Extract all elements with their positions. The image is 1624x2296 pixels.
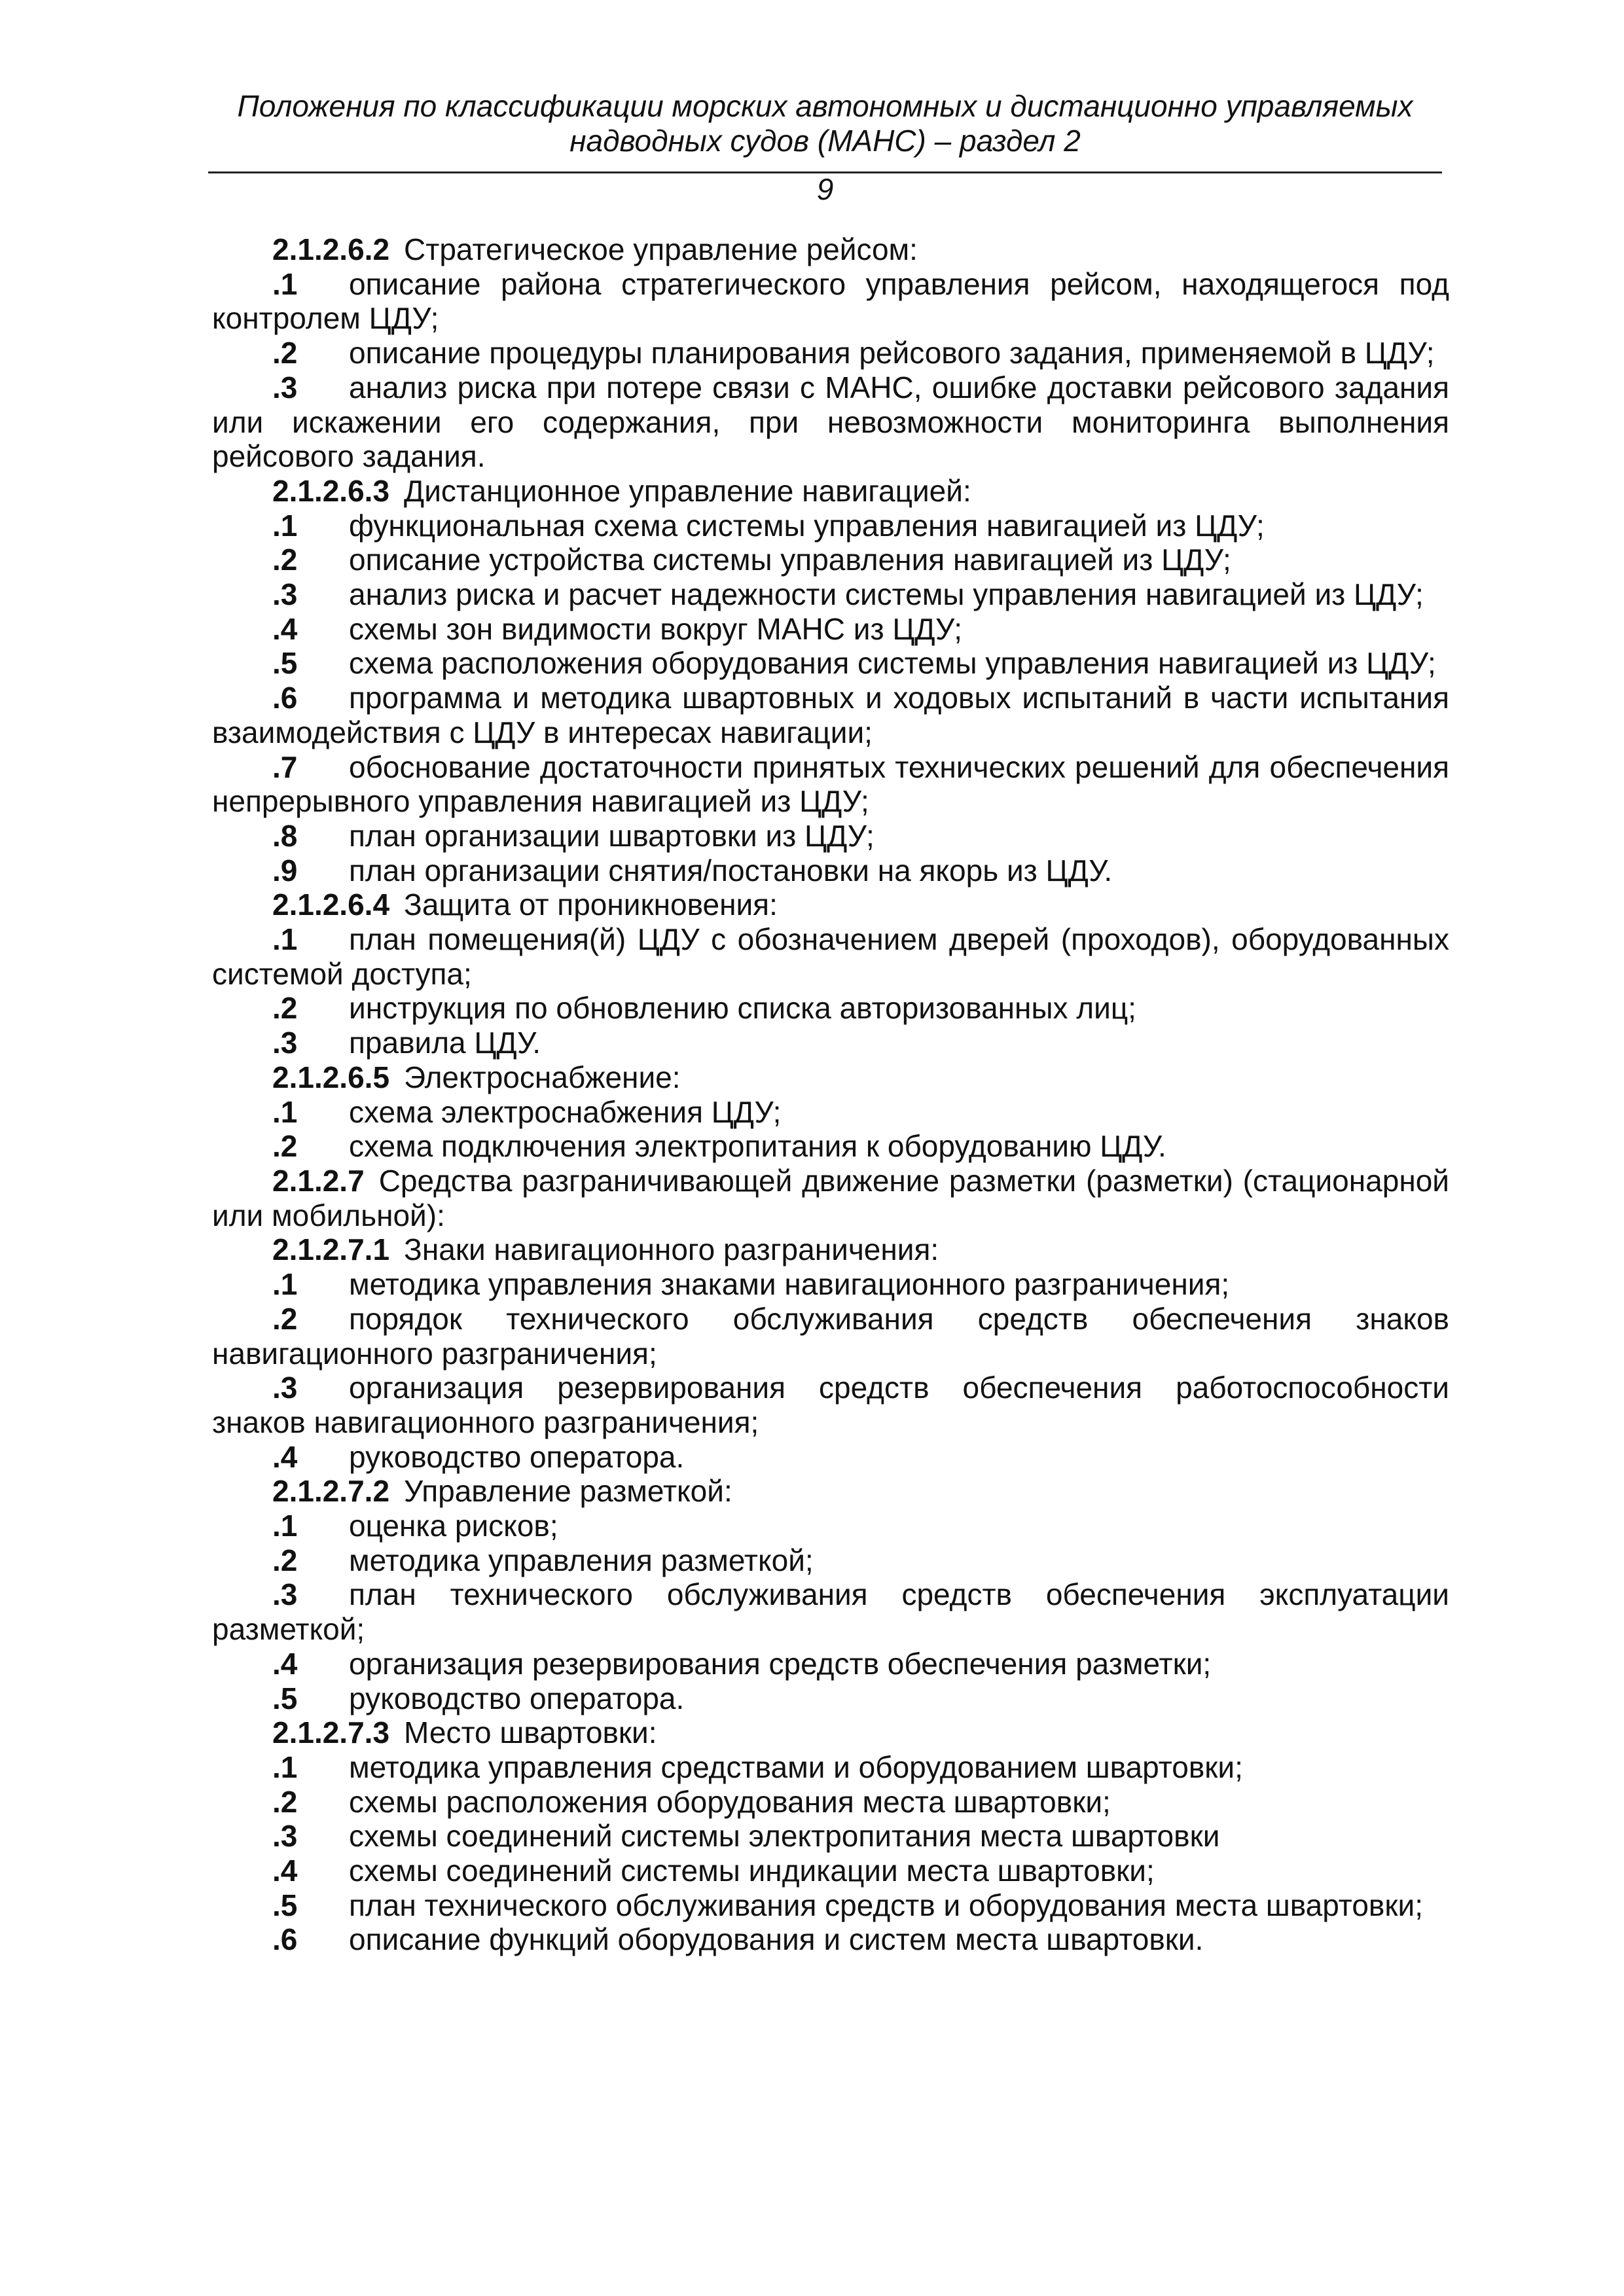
item-text: организация резервирования средств обеспечения разметки; <box>349 1646 1212 1681</box>
item-number: .4 <box>272 1646 298 1681</box>
section-number: 2.1.2.7.2 <box>272 1474 390 1509</box>
list-item <box>212 543 1449 577</box>
section-heading <box>212 1232 1449 1267</box>
list-item <box>212 370 1449 474</box>
item-number: .3 <box>272 1371 298 1405</box>
item-number: .1 <box>272 1267 298 1302</box>
list-item <box>212 267 1449 336</box>
section-number: 2.1.2.6.2 <box>272 232 390 266</box>
item-number: .5 <box>272 1681 298 1715</box>
page-number: 9 <box>816 172 834 206</box>
item-number: .4 <box>272 1854 298 1888</box>
item-text: план технического обслуживания средств и оборудования места швартовки; <box>349 1888 1423 1922</box>
item-text: схема расположения оборудования системы управления навигацией из ЦДУ; <box>349 646 1436 681</box>
list-item <box>212 1785 1449 1820</box>
list-item <box>212 1888 1449 1923</box>
section-title: Стратегическое управление рейсом: <box>404 232 918 266</box>
item-number: .8 <box>272 818 298 853</box>
item-number: .2 <box>272 991 298 1026</box>
section-heading <box>212 1060 1449 1095</box>
item-text: описание процедуры планирования рейсового задания, применяемой в ЦДУ; <box>349 336 1435 370</box>
section-heading <box>212 474 1449 509</box>
item-text: схема подключения электропитания к оборудованию ЦДУ. <box>349 1129 1166 1164</box>
section-number: 2.1.2.7 <box>272 1163 365 1198</box>
item-number: .2 <box>272 1301 298 1336</box>
header-title-line1: Положения по классификации морских автономных и дистанционно управляемых <box>237 89 1413 123</box>
item-text: описание района стратегического управления рейсом, находящегося под контролем ЦДУ; <box>212 266 1449 336</box>
item-text: руководство оператора. <box>349 1439 685 1474</box>
list-item <box>212 336 1449 370</box>
item-text: план технического обслуживания средств обеспечения эксплуатации разметкой; <box>212 1577 1449 1647</box>
item-text: порядок технического обслуживания средств обеспечения знаков навигационного разграничения; <box>212 1301 1449 1371</box>
list-item <box>212 646 1449 681</box>
section-number: 2.1.2.7.1 <box>272 1232 390 1267</box>
item-number: .9 <box>272 853 298 888</box>
item-text: анализ риска при потере связи с МАНС, ошибке доставки рейсового задания или искажении его содержания, при невозможности мониторинга выполнения рейсового задания. <box>212 370 1449 474</box>
list-item <box>212 1647 1449 1681</box>
item-number: .2 <box>272 1784 298 1819</box>
item-number: .3 <box>272 1577 298 1612</box>
item-number: .3 <box>272 370 298 404</box>
item-text: методика управления средствами и оборудованием швартовки; <box>349 1749 1243 1784</box>
list-item <box>212 1854 1449 1888</box>
item-text: методика управления разметкой; <box>349 1543 814 1577</box>
section-number: 2.1.2.6.3 <box>272 473 390 508</box>
list-item <box>212 509 1449 543</box>
item-text: функциональная схема системы управления навигацией из ЦДУ; <box>349 508 1265 543</box>
item-number: .2 <box>272 1129 298 1164</box>
item-number: .2 <box>272 1543 298 1577</box>
item-text: программа и методика швартовных и ходовых испытаний в части испытания взаимодействия с ЦДУ в интересах навигации; <box>212 681 1449 749</box>
item-text: план организации швартовки из ЦДУ; <box>349 818 875 853</box>
list-item <box>212 1267 1449 1302</box>
section-heading <box>212 1474 1449 1509</box>
item-text: план помещения(й) ЦДУ с обозначением дверей (проходов), оборудованных системой доступа; <box>212 922 1449 991</box>
list-item <box>212 1681 1449 1716</box>
item-number: .3 <box>272 1819 298 1854</box>
item-text: схемы зон видимости вокруг МАНС из ЦДУ; <box>349 611 963 646</box>
item-text: правила ЦДУ. <box>349 1026 541 1060</box>
item-text: анализ риска и расчет надежности системы управления навигацией из ЦДУ; <box>349 577 1424 612</box>
item-number: .1 <box>272 1749 298 1784</box>
list-item <box>212 1302 1449 1371</box>
section-number: 2.1.2.6.4 <box>272 888 390 922</box>
list-item <box>212 612 1449 647</box>
list-item <box>212 1543 1449 1578</box>
list-item <box>212 853 1449 888</box>
section-title: Защита от проникновения: <box>404 888 778 922</box>
item-text: схемы расположения оборудования места швартовки; <box>349 1784 1111 1819</box>
item-text: организация резервирования средств обеспечения работоспособности знаков навигационного разграничения; <box>212 1371 1449 1439</box>
section-heading <box>212 1715 1449 1750</box>
item-text: инструкция по обновлению списка авторизованных лиц; <box>349 991 1136 1026</box>
item-number: .3 <box>272 1026 298 1060</box>
list-item <box>212 577 1449 612</box>
list-item <box>212 1129 1449 1164</box>
list-item <box>212 681 1449 749</box>
item-number: .1 <box>272 1509 298 1543</box>
item-number: .7 <box>272 749 298 784</box>
section-title: Место швартовки: <box>404 1715 657 1750</box>
list-item <box>212 1509 1449 1543</box>
item-text: руководство оператора. <box>349 1681 685 1715</box>
item-number: .5 <box>272 1888 298 1922</box>
section-heading <box>212 1164 1449 1232</box>
list-item <box>212 1371 1449 1439</box>
section-title: Средства разграничивающей движение разметки (разметки) (стационарной или мобильной): <box>212 1163 1449 1232</box>
list-item <box>212 1095 1449 1130</box>
section-title: Знаки навигационного разграничения: <box>404 1232 939 1267</box>
item-number: .2 <box>272 336 298 370</box>
item-number: .6 <box>272 1922 298 1957</box>
list-item <box>212 750 1449 819</box>
item-text: схемы соединений системы электропитания места швартовки <box>349 1819 1220 1854</box>
item-number: .1 <box>272 508 298 543</box>
list-item <box>212 1577 1449 1646</box>
document-body <box>212 232 1449 1957</box>
list-item <box>212 1922 1449 1957</box>
item-text: оценка рисков; <box>349 1509 558 1543</box>
section-title: Дистанционное управление навигацией: <box>404 473 971 508</box>
list-item <box>212 991 1449 1026</box>
item-number: .5 <box>272 646 298 681</box>
section-number: 2.1.2.6.5 <box>272 1060 390 1094</box>
item-number: .4 <box>272 611 298 646</box>
item-number: .6 <box>272 681 298 715</box>
section-heading <box>212 232 1449 267</box>
section-heading <box>212 888 1449 922</box>
item-text: схема электроснабжения ЦДУ; <box>349 1094 782 1129</box>
item-number: .1 <box>272 266 298 301</box>
item-number: .1 <box>272 1094 298 1129</box>
item-number: .4 <box>272 1439 298 1474</box>
item-number: .3 <box>272 577 298 612</box>
section-title: Управление разметкой: <box>404 1474 732 1509</box>
item-text: план организации снятия/постановки на якорь из ЦДУ. <box>349 853 1113 888</box>
item-text: описание устройства системы управления навигацией из ЦДУ; <box>349 543 1231 577</box>
list-item <box>212 819 1449 853</box>
section-title: Электроснабжение: <box>404 1060 681 1094</box>
item-text: обоснование достаточности принятых технических решений для обеспечения непрерывного управления навигацией из ЦДУ; <box>212 749 1449 819</box>
list-item <box>212 1750 1449 1785</box>
list-item <box>212 1440 1449 1475</box>
running-header <box>208 89 1442 158</box>
header-title-line2: надводных судов (МАНС) – раздел 2 <box>569 124 1081 158</box>
item-number: .1 <box>272 922 298 957</box>
list-item <box>212 1026 1449 1060</box>
item-text: методика управления знаками навигационного разграничения; <box>349 1267 1230 1302</box>
item-number: .2 <box>272 543 298 577</box>
item-text: описание функций оборудования и систем места швартовки. <box>349 1922 1204 1957</box>
item-text: схемы соединений системы индикации места швартовки; <box>349 1854 1155 1888</box>
list-item <box>212 1819 1449 1854</box>
list-item <box>212 922 1449 991</box>
section-number: 2.1.2.7.3 <box>272 1715 390 1750</box>
